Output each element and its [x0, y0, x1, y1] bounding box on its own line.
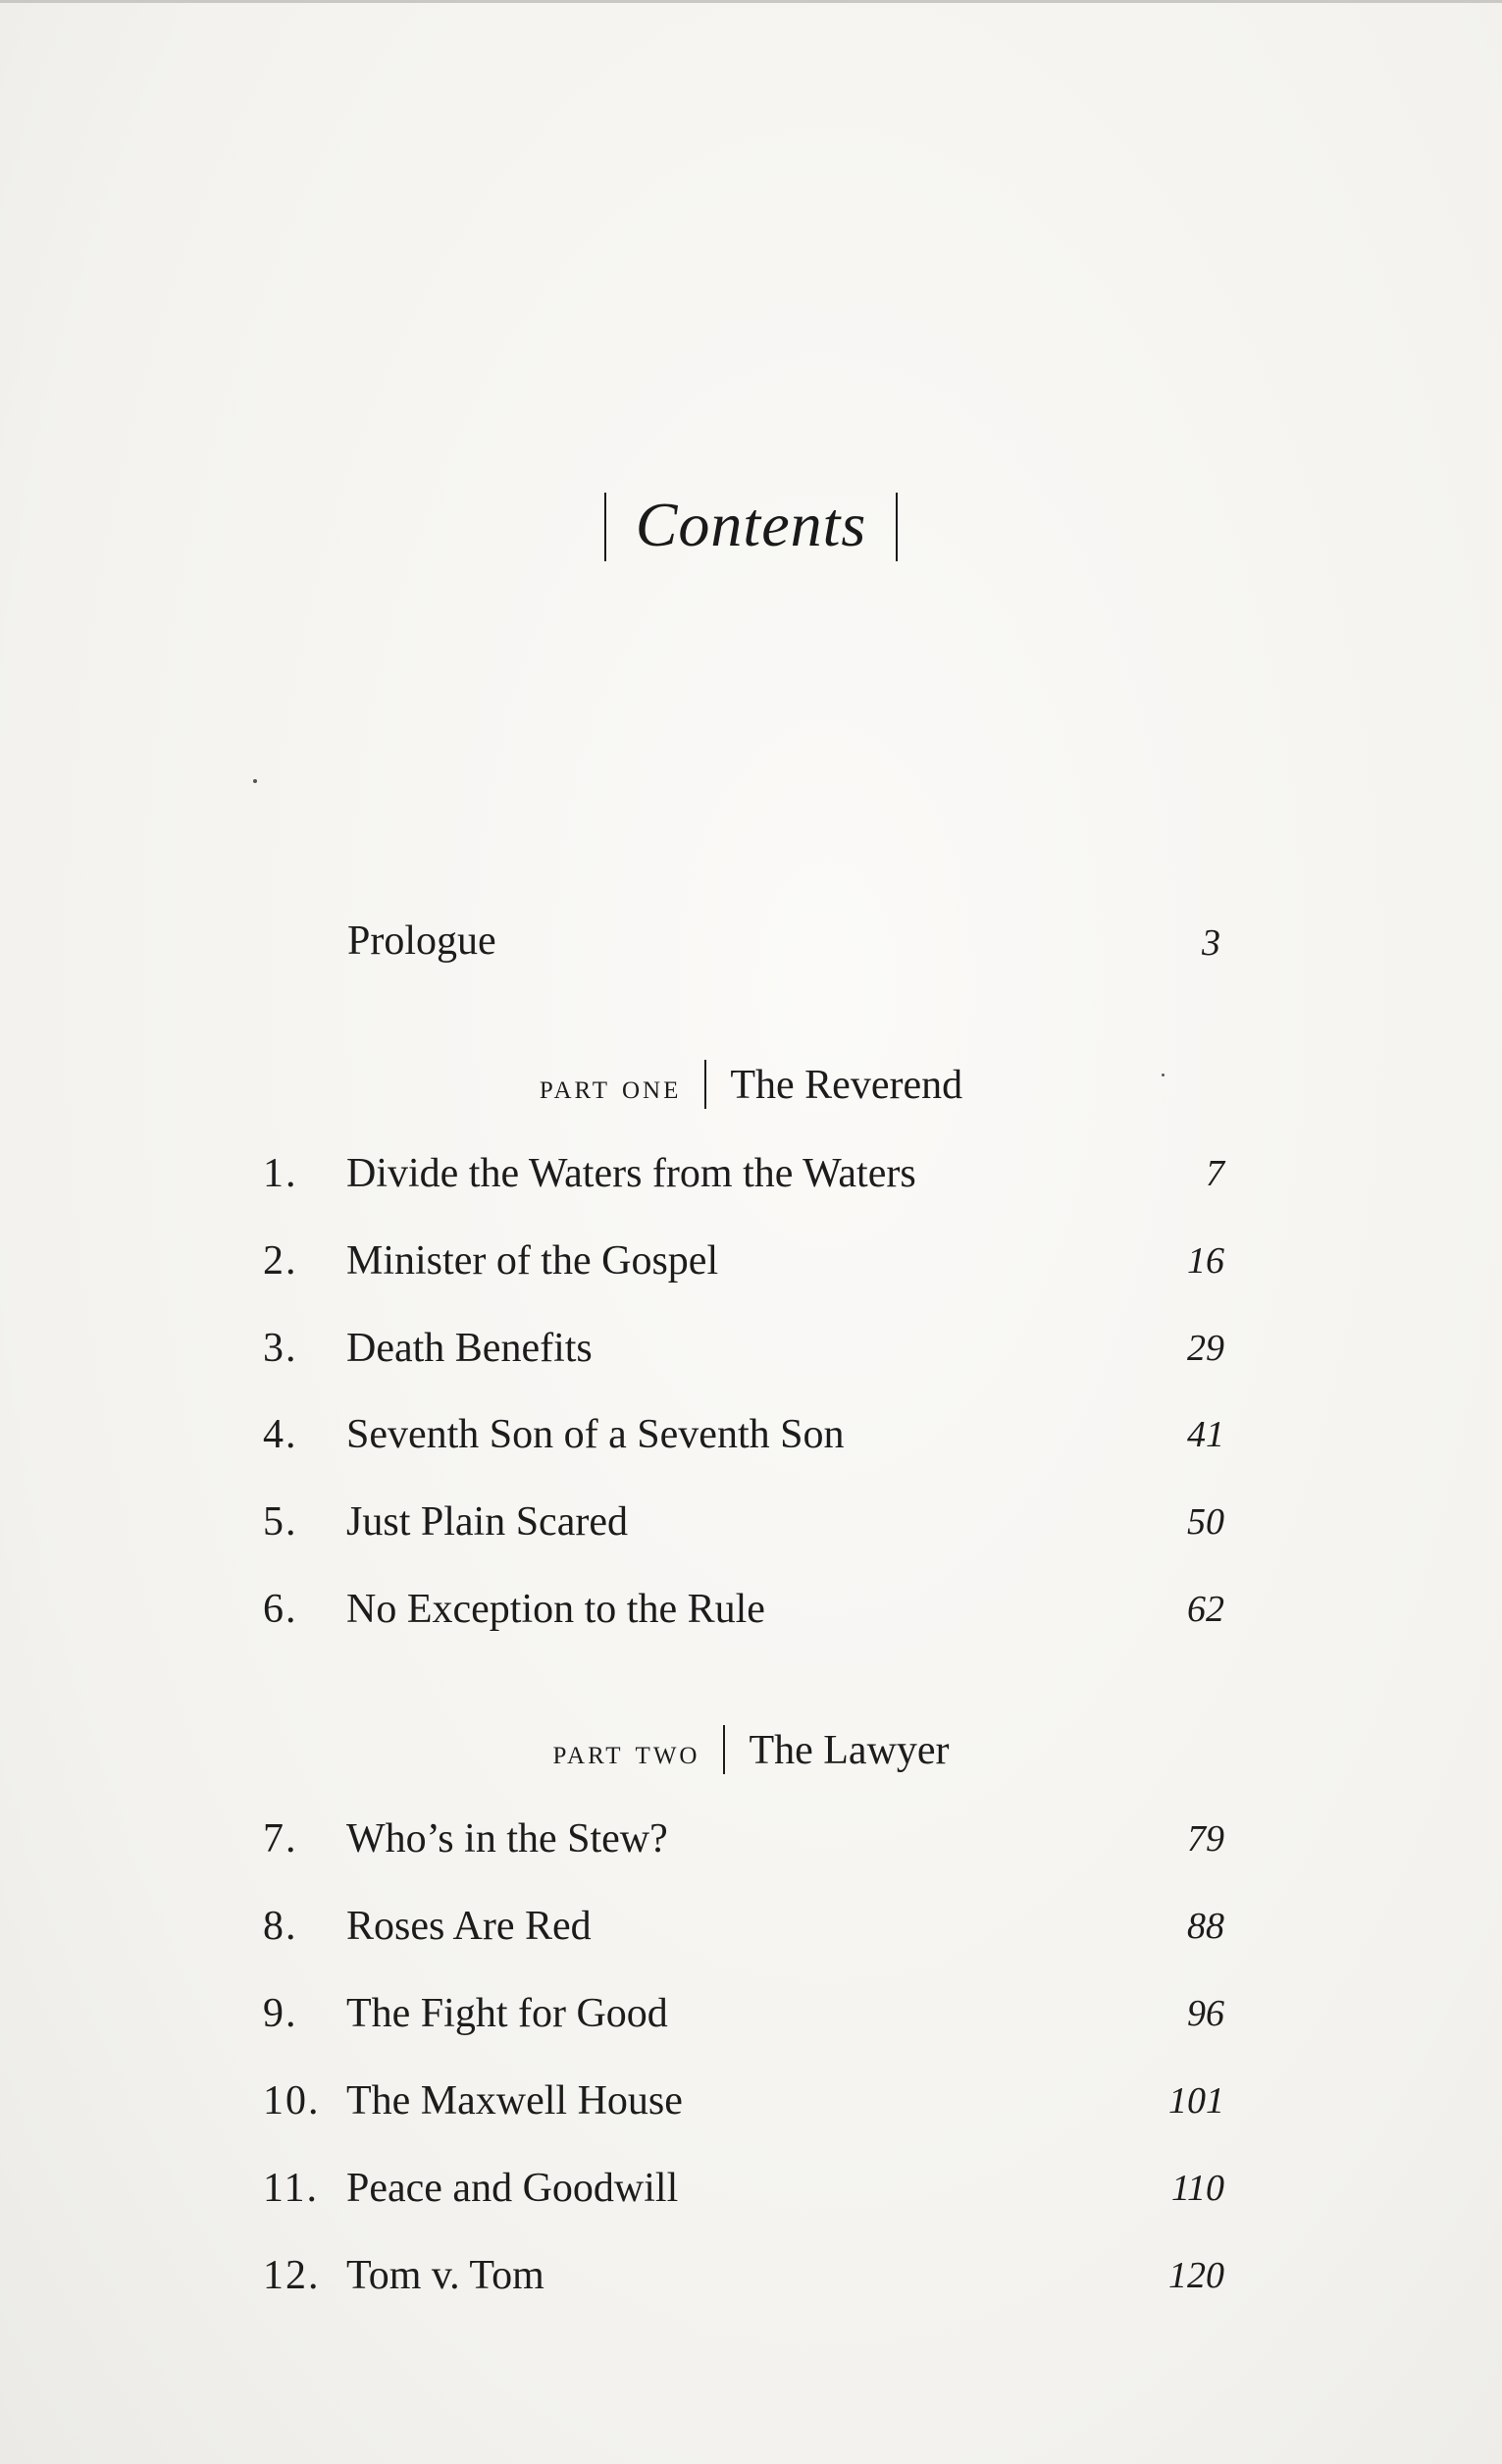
chapter-number: 12.	[263, 2253, 321, 2298]
chapter-page-number: 110	[1170, 2168, 1224, 2209]
paper-speck	[253, 779, 257, 783]
chapter-title: Tom v. Tom	[346, 2253, 544, 2298]
chapter-number: 11.	[263, 2166, 319, 2211]
chapter-page-number: 16	[1187, 1240, 1224, 1282]
toc-entry-chapter-8[interactable]	[263, 1903, 1224, 1962]
part-one-heading	[0, 1062, 1502, 1113]
chapter-title: Peace and Goodwill	[346, 2166, 679, 2211]
chapter-number: 9.	[263, 1991, 298, 2036]
part-two-heading	[0, 1727, 1502, 1778]
chapter-number: 1.	[263, 1151, 298, 1196]
chapter-title: Just Plain Scared	[346, 1499, 628, 1545]
chapter-title: Minister of the Gospel	[346, 1238, 719, 1284]
chapter-page-number: 50	[1187, 1501, 1224, 1543]
toc-entry-chapter-11[interactable]	[263, 2165, 1224, 2224]
part-two-divider	[723, 1725, 725, 1774]
chapter-page-number: 41	[1187, 1414, 1224, 1455]
chapter-title: Roses Are Red	[346, 1904, 592, 1949]
chapter-page-number: 62	[1187, 1589, 1224, 1630]
toc-entry-chapter-1[interactable]	[263, 1150, 1224, 1209]
contents-title-text: Contents	[635, 490, 867, 559]
toc-entry-chapter-7[interactable]	[263, 1815, 1224, 1874]
toc-entry-chapter-9[interactable]	[263, 1990, 1224, 2049]
chapter-page-number: 7	[1206, 1153, 1224, 1194]
top-edge-rule	[0, 0, 1502, 3]
prologue-label: Prologue	[347, 918, 496, 964]
chapter-number: 8.	[263, 1904, 298, 1949]
toc-entry-chapter-2[interactable]	[263, 1237, 1224, 1296]
toc-entry-prologue[interactable]	[347, 917, 1220, 965]
part-two-title: The Lawyer	[749, 1728, 950, 1773]
chapter-page-number: 29	[1187, 1328, 1224, 1369]
chapter-number: 4.	[263, 1412, 298, 1457]
chapter-title: No Exception to the Rule	[346, 1587, 765, 1632]
chapter-page-number: 79	[1187, 1818, 1224, 1860]
title-right-bar	[896, 493, 898, 561]
chapter-number: 2.	[263, 1238, 298, 1284]
chapter-title: The Fight for Good	[346, 1991, 668, 2036]
title-left-bar	[604, 493, 606, 561]
chapter-page-number: 88	[1187, 1906, 1224, 1947]
chapter-number: 10.	[263, 2078, 321, 2123]
toc-entry-chapter-5[interactable]	[263, 1498, 1224, 1557]
chapter-title: Who’s in the Stew?	[346, 1816, 668, 1861]
chapter-page-number: 96	[1187, 1993, 1224, 2034]
toc-entry-chapter-4[interactable]	[263, 1411, 1224, 1470]
chapter-title: Death Benefits	[346, 1326, 593, 1371]
prologue-page-number: 3	[1202, 922, 1220, 964]
chapter-title: The Maxwell House	[346, 2078, 683, 2123]
contents-title	[0, 489, 1502, 565]
chapter-title: Divide the Waters from the Waters	[346, 1151, 916, 1196]
part-one-divider	[704, 1060, 706, 1109]
toc-entry-chapter-3[interactable]	[263, 1325, 1224, 1384]
part-one-label: part one	[539, 1067, 682, 1106]
chapter-number: 7.	[263, 1816, 298, 1861]
toc-entry-chapter-6[interactable]	[263, 1586, 1224, 1645]
part-two-label: part two	[552, 1732, 700, 1771]
chapter-number: 5.	[263, 1499, 298, 1545]
part-one-title: The Reverend	[730, 1063, 963, 1108]
chapter-page-number: 120	[1168, 2255, 1224, 2296]
chapter-number: 3.	[263, 1326, 298, 1371]
chapter-number: 6.	[263, 1587, 298, 1632]
chapter-page-number: 101	[1168, 2080, 1224, 2122]
paper-speck	[1162, 1074, 1165, 1076]
chapter-title: Seventh Son of a Seventh Son	[346, 1412, 845, 1457]
toc-entry-chapter-10[interactable]	[263, 2077, 1224, 2136]
toc-entry-chapter-12[interactable]	[263, 2252, 1224, 2311]
